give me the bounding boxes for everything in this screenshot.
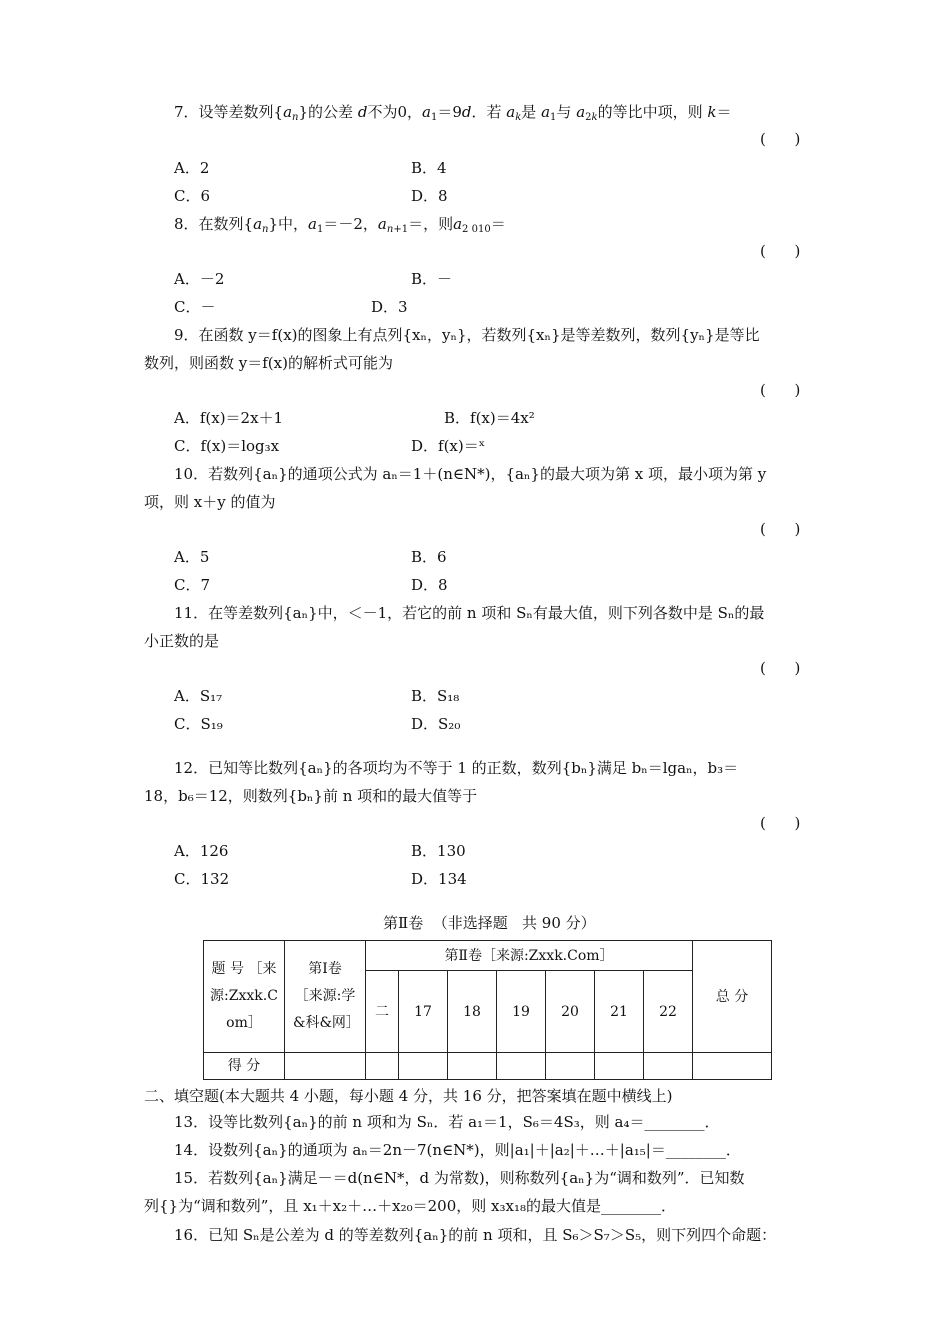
q15-line2: 列{}为“调和数列”，且 x₁＋x₂＋…＋x₂₀＝200，则 x₃x₁₈的最大值是________．: [144, 1197, 676, 1215]
part-1-header: 第Ⅰ卷 ［来源:学&科&网］: [285, 941, 366, 1053]
fill-section-header: 二、填空题(本大题共 4 小题，每小题 4 分，共 16 分，把答案填在题中横线上): [144, 1087, 673, 1105]
q13: 13．设等比数列{aₙ}的前 n 项和为 Sₙ．若 a₁＝1，S₆＝4S₃，则 a₄＝________．: [174, 1113, 720, 1131]
q8-option-b: B．－: [411, 270, 453, 288]
q12-answer-paren: ( ): [760, 814, 801, 832]
q14: 14．设数列{aₙ}的通项为 aₙ＝2n－7(n∈N*)，则|a₁|＋|a₂|＋…＋|a₁₅|＝________．: [174, 1141, 741, 1159]
q12-option-a: A．126: [174, 842, 229, 860]
col-19: 19: [497, 971, 546, 1053]
total-header: 总 分: [693, 941, 772, 1053]
q15-line1: 15．若数列{aₙ}满足－＝d(n∈N*，d 为常数)，则称数列{aₙ}为“调和数列”．已知数: [174, 1169, 745, 1187]
score-cell-total: [693, 1053, 772, 1080]
q9-option-a: A．f(x)＝2x＋1: [174, 409, 284, 427]
score-cell-22: [644, 1053, 693, 1080]
q7-option-d: D．8: [411, 187, 448, 205]
q11-option-a: A．S₁₇: [174, 687, 223, 705]
q9-stem-line1: 9．在函数 y＝f(x)的图象上有点列{xₙ，yₙ}，若数列{xₙ}是等差数列，数列{yₙ}是等比: [174, 326, 760, 344]
q11-stem-line2: 小正数的是: [144, 632, 220, 650]
q11-answer-paren: ( ): [760, 659, 801, 677]
col-21: 21: [595, 971, 644, 1053]
q7-option-b: B．4: [411, 159, 447, 177]
q12-option-b: B．130: [411, 842, 466, 860]
section-2-title: 第Ⅱ卷 （非选择题 共 90 分）: [383, 914, 596, 932]
q8-stem: 8．在数列$\{a_n\}$中，$a_1=-2$，$a_{n+1}=$，则$a_{2 010}=$: [174, 215, 506, 235]
q7-stem: 7．设等差数列$\{a_n\}$的公差 d不为0，$a_1=9d$．若 $a_k$是 $a_1$与 $a_{2k}$的等比中项，则 k＝: [174, 103, 732, 123]
score-cell-18: [448, 1053, 497, 1080]
score-cell-19: [497, 1053, 546, 1080]
q9-option-d: D．f(x)＝ˣ: [411, 437, 486, 455]
q10-stem-line2: 项，则 x＋y 的值为: [144, 493, 276, 511]
q11-option-b: B．S₁₈: [411, 687, 460, 705]
score-cell-17: [399, 1053, 448, 1080]
q7-option-c: C．6: [174, 187, 211, 205]
q8-option-a: A．－2: [174, 270, 225, 288]
q16: 16．已知 Sₙ是公差为 d 的等差数列{aₙ}的前 n 项和，且 S₆＞S₇＞S₅，则下列四个命题：: [174, 1226, 777, 1244]
col-17: 17: [399, 971, 448, 1053]
q12-stem-line2: 18，b₆＝12，则数列{bₙ}前 n 项和的最大值等于: [144, 787, 478, 805]
part-2-header: 第Ⅱ卷［来源:Zxxk.Com］: [366, 941, 693, 971]
score-cell-part1: [285, 1053, 366, 1080]
q9-answer-paren: ( ): [760, 381, 801, 399]
q10-option-c: C．7: [174, 576, 211, 594]
score-cell-2: [366, 1053, 399, 1080]
q10-stem-line1: 10．若数列{aₙ}的通项公式为 aₙ＝1＋(n∈N*)，{aₙ}的最大项为第 x 项，最小项为第 y: [174, 465, 767, 483]
q9-stem-line2: 数列，则函数 y＝f(x)的解析式可能为: [144, 354, 393, 372]
q8-answer-paren: ( ): [760, 242, 801, 260]
q12-stem-line1: 12．已知等比数列{aₙ}的各项均为不等于 1 的正数，数列{bₙ}满足 bₙ＝lgaₙ，b₃＝: [174, 759, 739, 777]
q7-answer-paren: ( ): [760, 130, 801, 148]
q10-option-b: B．6: [411, 548, 447, 566]
q8-option-d: D．3: [371, 298, 408, 316]
score-row-label: 得 分: [204, 1053, 285, 1080]
q11-option-c: C．S₁₉: [174, 715, 223, 733]
col-20: 20: [546, 971, 595, 1053]
q12-option-d: D．134: [411, 870, 467, 888]
q7-option-a: A．2: [174, 159, 210, 177]
q9-option-c: C．f(x)＝log₃x: [174, 437, 280, 455]
q12-option-c: C．132: [174, 870, 230, 888]
q8-option-c: C．－: [174, 298, 216, 316]
q11-option-d: D．S₂₀: [411, 715, 461, 733]
score-cell-21: [595, 1053, 644, 1080]
col-2: 二: [366, 971, 399, 1053]
q10-option-d: D．8: [411, 576, 448, 594]
col-18: 18: [448, 971, 497, 1053]
question-number-header: 题 号 ［来源:Zxxk.Com］: [204, 941, 285, 1053]
col-22: 22: [644, 971, 693, 1053]
q11-stem-line1: 11．在等差数列{aₙ}中，＜－1，若它的前 n 项和 Sₙ有最大值，则下列各数中是 Sₙ的最: [174, 604, 765, 622]
q10-answer-paren: ( ): [760, 520, 801, 538]
q9-option-b: B．f(x)＝4x²: [444, 409, 535, 427]
q10-option-a: A．5: [174, 548, 210, 566]
score-table: [203, 940, 772, 1080]
score-cell-20: [546, 1053, 595, 1080]
